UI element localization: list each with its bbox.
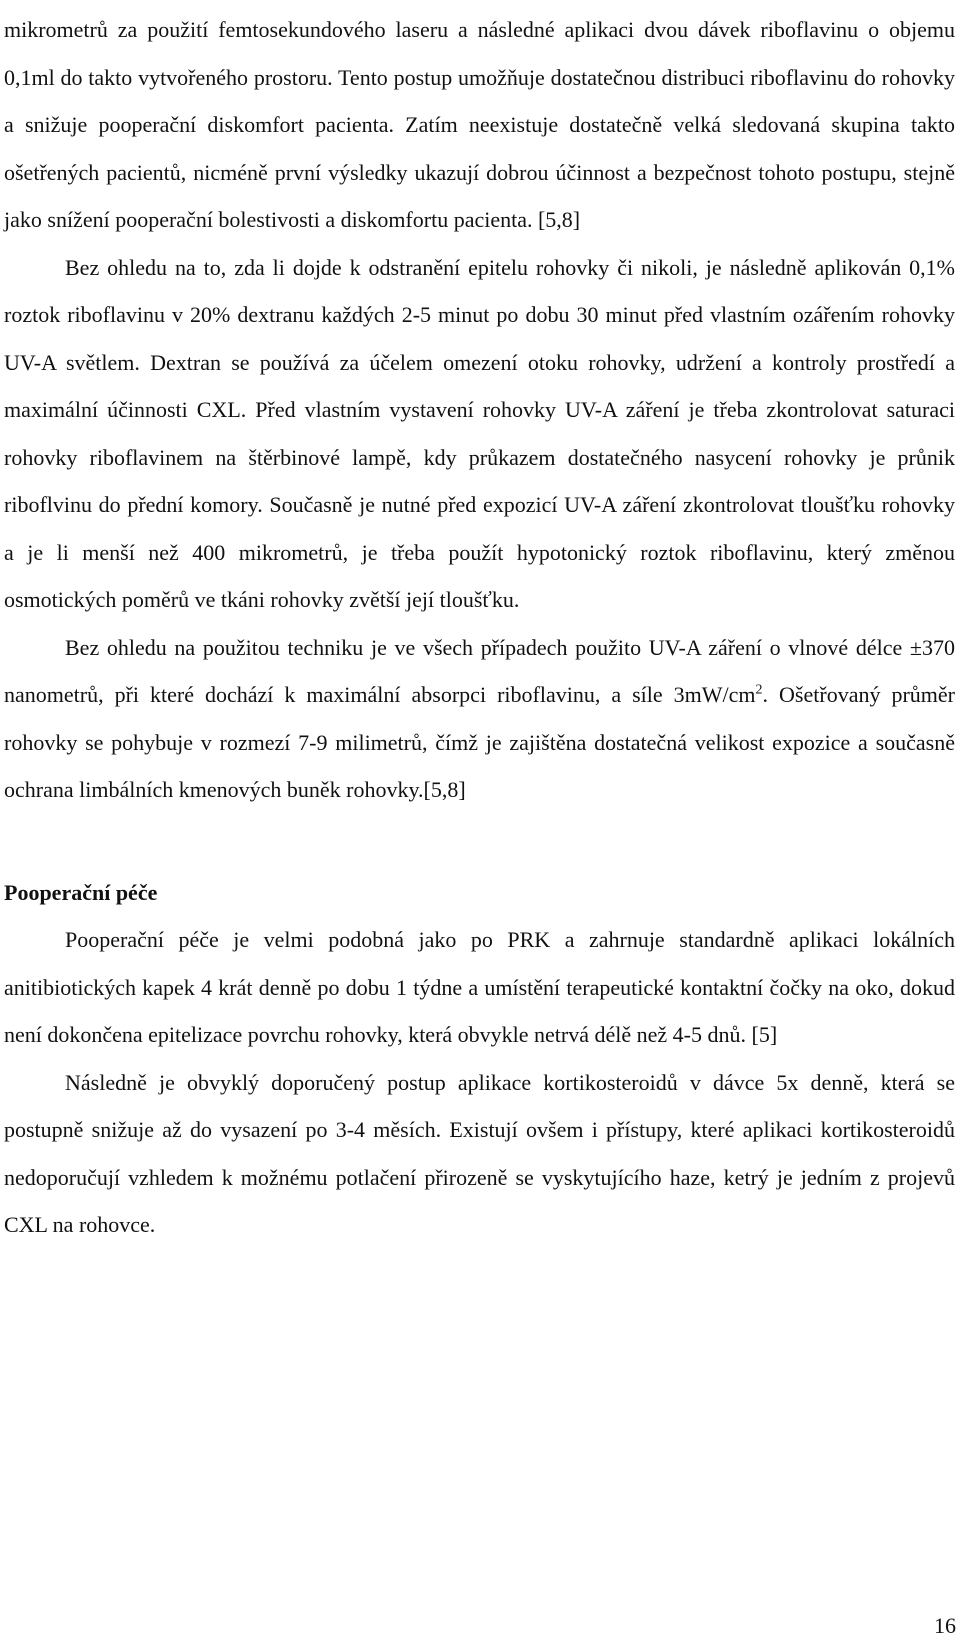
superscript: 2 — [755, 682, 763, 698]
uva-text: Bez ohledu na použitou techniku je ve všech případech použito UV-A záření o vlnové délce ±370 nanometrů, při které dochází k maximální absorpci riboflavinu, a síle 3mW/cm — [4, 634, 955, 707]
paragraph-uva-irradiation — [4, 624, 955, 814]
paragraph-femtosecond-technique: mikrometrů za použití femtosekundového laseru a následné aplikaci dvou dávek riboflavinu o objemu 0,1ml do takto vytvořeného prostoru. Tento postup umožňuje dostatečnou distribuci riboflavinu do rohovky a snižuje pooperační diskomfort pacienta. Zatím neexistuje dostatečně velká sledovaná skupina takto ošetřených pacientů, nicméně první výsledky ukazují dobrou účinnost a bezpečnost tohoto postupu, stejně jako snížení pooperační bolestivosti a diskomfortu pacienta. [5,8] — [4, 17, 955, 232]
paragraph-corticosteroids: Následně je obvyklý doporučený postup aplikace kortikosteroidů v dávce 5x denně, která se postupně snižuje až do vysazení po 3-4 měsích. Existují ovšem i přístupy, které aplikaci kortikosteroidů nedoporučují vzhledem k možnému potlačení přirozeně se vyskytujícího haze, ketrý je jedním z projevů CXL na rohovce. — [4, 1069, 955, 1237]
document-page — [4, 0, 955, 1249]
section-heading-postoperative-care: Pooperační péče — [4, 879, 158, 905]
uva-text-rest: . Ošetřovaný průměr rohovky se pohybuje v rozmezí 7-9 milimetrů, čímž je zajištěna dostatečná velikost expozice a současně ochrana limbálních kmenových buněk rohovky.[5,8] — [4, 682, 955, 802]
paragraph-postoperative-care: Pooperační péče je velmi podobná jako po PRK a zahrnuje standardně aplikaci lokálních anitibiotických kapek 4 krát denně po dobu 1 týdne a umístění terapeutické kontaktní čočky na oko, dokud není dokončena epitelizace povrchu rohovky, která obvykle netrvá délě než 4-5 dnů. [5] — [4, 927, 955, 1047]
page-number: 16 — [934, 1613, 956, 1638]
paragraph-riboflavin-application: Bez ohledu na to, zda li dojde k odstranění epitelu rohovky či nikoli, je následně aplikován 0,1% roztok riboflavinu v 20% dextranu každých 2-5 minut po dobu 30 minut před vlastním ozářením rohovky UV-A světlem. Dextran se používá za účelem omezení otoku rohovky, udržení a kontroly prostředí a maximální účinnosti CXL. Před vlastním vystavení rohovky UV-A záření je třeba zkontrolovat saturaci rohovky riboflavinem na štěrbinové lampě, kdy průkazem dostatečného nasycení rohovky je průnik riboflvinu do přední komory. Současně je nutné před expozicí UV-A záření zkontrolovat tloušťku rohovky a je li menší než 400 mikrometrů, je třeba použít hypotonický roztok riboflavinu, který změnou osmotických poměrů ve tkáni rohovky zvětší její tloušťku. — [4, 254, 955, 612]
